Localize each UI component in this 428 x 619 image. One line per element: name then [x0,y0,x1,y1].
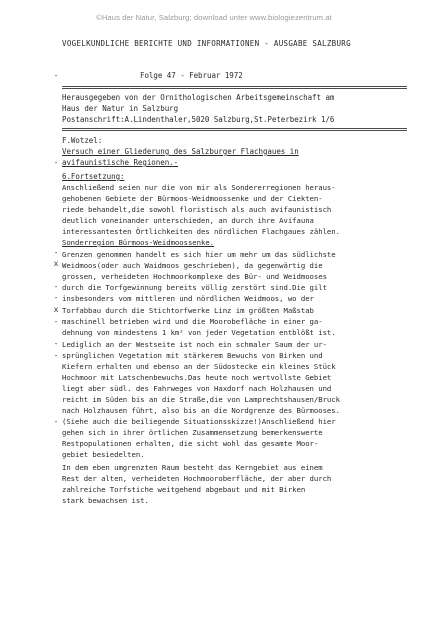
margin-mark: - [53,248,59,257]
body-line: zahlreiche Torfstiche weitgehend abgebaut und mit Birken [62,485,306,494]
issue-line: Folge 47 - Februar 1972 [140,71,243,80]
margin-mark: - [53,71,59,80]
body-line: gebiet besiedelten. [62,450,145,459]
header-rule-top [62,86,407,89]
body-line: gehen sich in ihrer örtlichen Zusammensetzung bemerkenswerte [62,428,323,437]
margin-mark: - [53,282,59,291]
body-line: deutlich voneinander unterschieden, an durch ihre Avifauna [62,216,314,225]
body-line: Restpopulationen erhalten, die sicht wohl das gesamte Moor- [62,439,319,448]
article-author: F.Wotzel: [62,136,103,145]
section-heading: Sonderregion Bürmoos-Weidmoossenke. [62,238,215,247]
newsletter-title: VOGELKUNDLICHE BERICHTE UND INFORMATIONEN - AUSGABE SALZBURG [62,39,351,48]
margin-mark: - [53,293,59,302]
body-line: Kiefern erhalten und ebenso an der Südostecke ein kleines Stück [62,362,336,371]
margin-mark: - [53,351,59,360]
body-line: maschinell betrieben wird und die Moorobefläche in einer ga- [62,317,323,326]
margin-mark: x [53,305,59,314]
body-line: Grenzen genommen handelt es sich hier um mehr um das südlichste [62,250,336,259]
body-line: Weidmoos(oder auch Waidmoos geschrieben), da gegenwärtig die [62,261,323,270]
continuation-label: 6.Fortsetzung: [62,172,125,181]
body-line: In dem eben umgrenzten Raum besteht das Kerngebiet aus einem [62,463,323,472]
body-line: Torfabbau durch die Stichtorfwerke Linz im größten Maßstab [62,306,314,315]
body-line: Hochmoor mit Latschenbewuchs.Das heute noch wertvollste Gebiet [62,373,332,382]
body-line: stark bewachsen ist. [62,496,149,505]
body-line: Lediglich an der Westseite ist noch ein schmaler Saum der ur- [62,340,327,349]
body-line: dehnung von mindestens 1 km² von jeder Vegetation entblößt ist. [62,328,336,337]
publisher-line-2: Haus der Natur in Salzburg [62,104,179,113]
publisher-line-3: Postanschrift:A.Lindenthaler,5020 Salzburg,St.Peterbezirk 1/6 [62,115,335,124]
body-line: gehobenen Gebiete der Bürmoos-Weidmoossenke und der Ciekten- [62,194,323,203]
publisher-line-1: Herausgegeben von der Ornithologischen Arbeitsgemeinschaft am [62,93,335,102]
copyright-watermark: ©Haus der Natur, Salzburg; download unter www.biologiezentrum.at [96,13,332,22]
margin-mark: - [53,339,59,348]
body-line: Rest der alten, verheideten Hochmooroberfläche, der aber durch [62,474,332,483]
article-title-line-2: avifaunistische Regionen.- [62,158,179,167]
header-rule-bottom [62,128,407,131]
margin-mark: x [53,259,59,268]
body-line: durch die Torfgewinnung bereits völlig zerstört sind.Die gilt [62,283,327,292]
body-line: sprünglichen Vegetation mit stärkerem Bewuchs von Birken und [62,351,323,360]
body-line: grossen, verheideten Hochmoorkomplexe des Bür- und Weidmooses [62,272,327,281]
body-line: reicht im Süden bis an die Straße,die von Lamprechtshausen/Bruck [62,395,340,404]
body-line: (Siehe auch die beiliegende Situationsskizze!)Anschließend hier [62,417,336,426]
body-line: nach Holzhausen führt, also bis an die Nordgrenze des Bürmooses. [62,406,340,415]
margin-mark: - [53,317,59,326]
article-title-line-1: Versuch einer Gliederung des Salzburger Flachgaues in [62,147,299,156]
body-line: liegt aber südl. des Fahrweges von Haxdorf nach Holzhausen und [62,384,332,393]
body-line: insbesonders vom mittleren und nördlichen Weidmoos, wo der [62,294,314,303]
margin-mark: - [53,158,59,167]
body-line: riede behandelt,die sowohl floristisch als auch avifaunistisch [62,205,332,214]
body-line: interessantesten Örtlichkeiten des nördlichen Flachgaues zählen. [62,227,340,236]
body-line: Anschließend seien nur die von mir als Sondererregionen heraus- [62,183,336,192]
margin-mark: - [53,417,59,426]
